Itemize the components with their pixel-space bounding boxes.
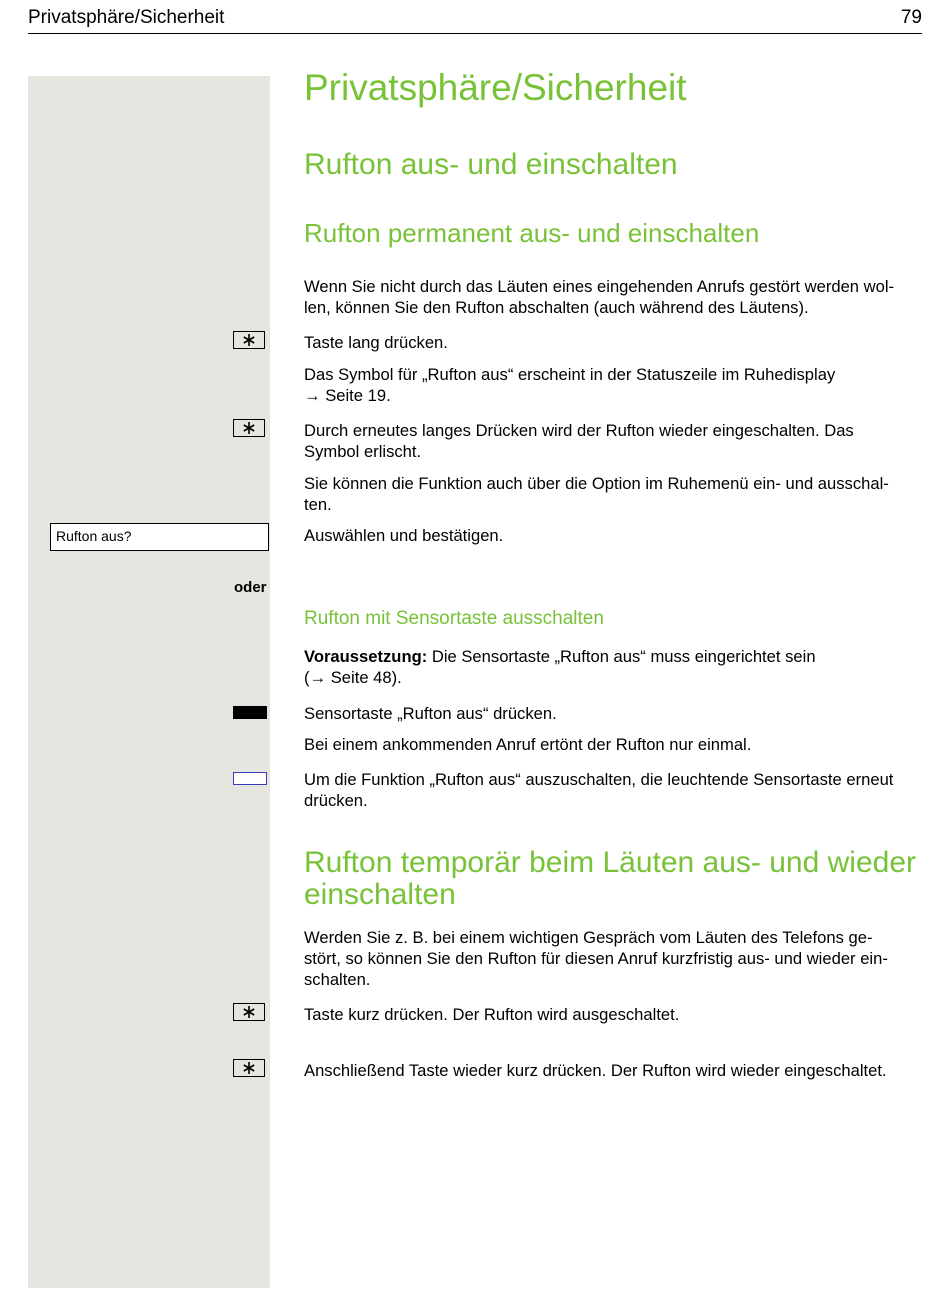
note-status-symbol: Das Symbol für „Rufton aus“ erscheint in der Statuszeile im Ruhedisplay → Seite 19.	[304, 365, 836, 405]
note-idle-menu: Sie können die Funktion auch über die Option im Ruhemenü ein- und ausschal- ten.	[304, 474, 889, 514]
step-press-short-again: Anschließend Taste wieder kurz drücken. Der Rufton wird wieder eingeschaltet.	[304, 1061, 887, 1080]
asterisk-key-icon	[233, 1003, 265, 1021]
asterisk-key-icon	[233, 419, 265, 437]
step-press-again: Durch erneutes langes Drücken wird der Rufton wieder eingeschalten. Das Symbol erlischt.	[304, 421, 854, 461]
subsection-heading-sensor: Rufton mit Sensortaste ausschalten	[304, 608, 604, 629]
section-heading-rufton: Rufton aus- und einschalten	[304, 148, 678, 181]
step-press-sensor-again: Um die Funktion „Rufton aus“ auszuschalten, die leuchtende Sensortaste erneut drücken.	[304, 770, 894, 810]
step-press-sensor: Sensortaste „Rufton aus“ drücken.	[304, 704, 557, 723]
precondition-paragraph: Voraussetzung: Die Sensortaste „Rufton aus“ muss eingerichtet sein (→ Seite 48).	[304, 647, 816, 687]
section-heading-temporary: Rufton temporär beim Läuten aus- und wieder einschalten	[304, 846, 917, 911]
header-rule	[28, 33, 922, 34]
subsection-heading-permanent: Rufton permanent aus- und einschalten	[304, 218, 760, 248]
page-title: Privatsphäre/Sicherheit	[304, 67, 687, 108]
intro-paragraph: Wenn Sie nicht durch das Läuten eines eingehenden Anrufs gestört werden wol- len, können Sie den Rufton abschalten (auch während des Läutens).	[304, 277, 895, 317]
display-menu-option[interactable]: Rufton aus?	[50, 523, 269, 551]
intro-temporary: Werden Sie z. B. bei einem wichtigen Gespräch vom Läuten des Telefons ge- stört, so können Sie den Rufton für diesen Anruf kurzfristig aus- und wieder ein- schalten.	[304, 928, 888, 989]
oder-label: oder	[234, 579, 267, 596]
step-press-long: Taste lang drücken.	[304, 333, 448, 352]
sensor-key-off-icon	[233, 772, 267, 785]
note-ring-once: Bei einem ankommenden Anruf ertönt der Rufton nur einmal.	[304, 735, 752, 754]
asterisk-key-icon	[233, 1059, 265, 1077]
sensor-key-lit-icon	[233, 706, 267, 719]
page-number: 79	[900, 7, 922, 28]
step-select-confirm: Auswählen und bestätigen.	[304, 526, 504, 545]
margin-column	[28, 76, 270, 1288]
running-header-section: Privatsphäre/Sicherheit	[28, 7, 225, 28]
step-press-short: Taste kurz drücken. Der Rufton wird ausgeschaltet.	[304, 1005, 680, 1024]
asterisk-key-icon	[233, 331, 265, 349]
